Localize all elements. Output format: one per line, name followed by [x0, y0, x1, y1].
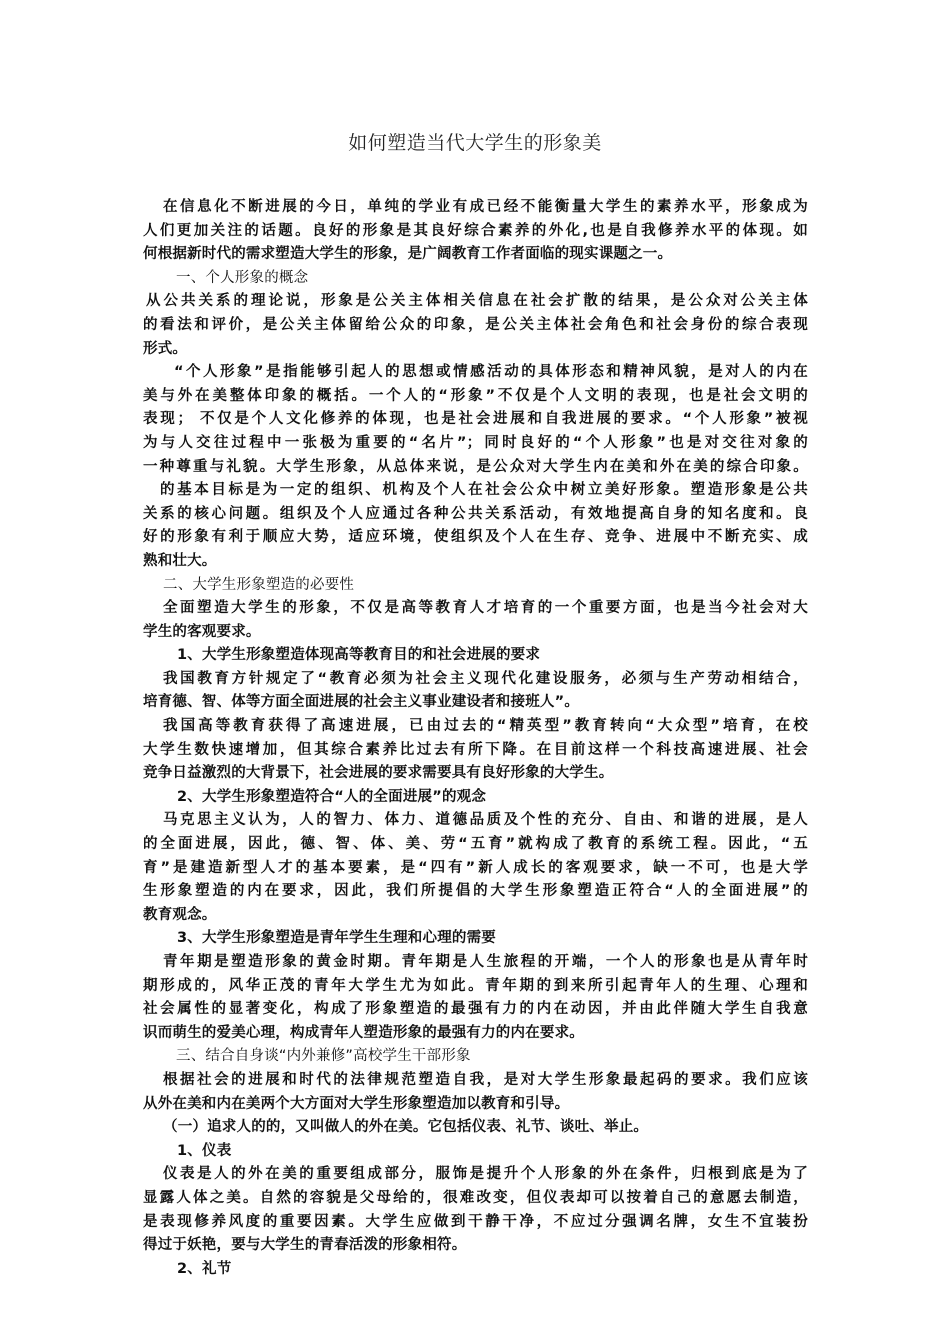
paragraph-line: “个人形象”是指能够引起人的思想或情感活动的具体形态和精神风貌，是对人的内在	[174, 364, 808, 381]
paragraph-line: 美与外在美整体印象的概括。一个人的“形象”不仅是个人文明的表现，也是社会文明的	[143, 387, 808, 404]
paragraph-line: 从公共关系的理论说，形象是公关主体相关信息在社会扩散的结果，是公众对公关主体	[146, 293, 808, 310]
subsection-heading: 1、仪表	[177, 1142, 232, 1159]
section-heading: 二、大学生形象塑造的必要性	[163, 576, 355, 593]
paragraph-line: 学生的客观要求。	[143, 623, 261, 640]
paragraph-line: 人们更加关注的话题。良好的形象是其良好综合素养的外化,也是自我修养水平的体现。如	[143, 222, 808, 239]
paragraph-line: 关系的核心问题。组织及个人应通过各种公共关系活动，有效地提高自身的知名度和。良	[143, 505, 808, 522]
paragraph-line: 培育德、智、体等方面全面进展的社会主义事业建设者和接班人”。	[143, 694, 580, 711]
subsection-heading: 2、大学生形象塑造符合“人的全面进展”的观念	[177, 788, 487, 805]
paragraph-line: 根据社会的进展和时代的法律规范塑造自我，是对大学生形象最起码的要求。我们应该	[163, 1071, 808, 1088]
subsection-heading: 1、大学生形象塑造体现高等教育目的和社会进展的要求	[177, 647, 541, 664]
paragraph-line: 好的形象有利于顺应大势，适应环境，使组织及个人在生存、竞争、进展中不断充实、成	[143, 529, 808, 546]
paragraph-line: 仪表是人的外在美的重要组成部分，服饰是提升个人形象的外在条件，归根到底是为了	[163, 1166, 808, 1183]
document-body	[143, 196, 808, 1281]
subsection-heading: 2、礼节	[177, 1260, 232, 1277]
paragraph-line: 熟和壮大。	[143, 552, 217, 569]
subsection-heading: （一）追求人的的，又叫做人的外在美。它包括仪表、礼节、谈吐、举止。	[163, 1119, 649, 1136]
paragraph-line: 何根据新时代的需求塑造大学生的形象，是广阔教育工作者面临的现实课题之一。	[143, 246, 673, 263]
paragraph-line: 育”是建造新型人才的基本要素，是“四有”新人成长的客观要求，缺一不可，也是大学	[143, 859, 808, 876]
paragraph-line: 表现； 不仅是个人文化修养的体现，也是社会进展和自我进展的要求。“个人形象”被视	[143, 411, 808, 428]
section-heading: 三、结合自身谈“内外兼修”高校学生干部形象	[176, 1048, 471, 1065]
paragraph-line: 教育观念。	[143, 906, 217, 923]
paragraph-line: 我国高等教育获得了高速进展，已由过去的“精英型”教育转向“大众型”培育，在校	[163, 718, 808, 735]
paragraph-line: 识而萌生的爱美心理，构成青年人塑造形象的最强有力的内在要求。	[143, 1024, 584, 1041]
paragraph-line: 生形象塑造的内在要求，因此，我们所提倡的大学生形象塑造正符合“人的全面进展”的	[143, 883, 808, 900]
paragraph-line: 从外在美和内在美两个大方面对大学生形象塑造加以教育和引导。	[143, 1095, 570, 1112]
paragraph-line: 的看法和评价，是公关主体留给公众的印象，是公关主体社会角色和社会身份的综合表现	[143, 316, 808, 333]
paragraph-line: 竞争日益激烈的大背景下，社会进展的要求需要具有良好形象的大学生。	[143, 765, 614, 782]
paragraph-line: 显露人体之美。自然的容貌是父母给的，很难改变，但仪表却可以按着自己的意愿去制造，	[143, 1189, 808, 1206]
paragraph-line: 在信息化不断进展的今日，单纯的学业有成已经不能衡量大学生的素养水平，形象成为	[163, 199, 808, 215]
paragraph-line: 马克思主义认为，人的智力、体力、道德品质及个性的充分、自由、和谐的进展，是人	[163, 812, 808, 829]
subsection-heading: 3、大学生形象塑造是青年学生生理和心理的需要	[177, 930, 496, 947]
paragraph-line: 的基本目标是为一定的组织、机构及个人在社会公众中树立美好形象。塑造形象是公共	[160, 482, 808, 499]
paragraph-line: 为与人交往过程中一张极为重要的“名片”；同时良好的“个人形象”也是对交往对象的	[143, 434, 808, 451]
page-title: 如何塑造当代大学生的形象美	[348, 132, 602, 154]
paragraph-line: 的全面进展，因此，德、智、体、美、劳“五育”就构成了教育的系统工程。因此，“五	[143, 836, 808, 853]
paragraph-line: 大学生数快速增加，但其综合素养比过去有所下降。在目前这样一个科技高速进展、社会	[143, 741, 808, 758]
paragraph-line: 我国教育方针规定了“教育必须为社会主义现代化建设服务，必须与生产劳动相结合，	[163, 670, 808, 687]
paragraph-line: 一种尊重与礼貌。大学生形象，从总体来说，是公众对大学生内在美和外在美的综合印象。	[143, 458, 808, 475]
paragraph-line: 是表现修养风度的重要因素。大学生应做到干静干净，不应过分强调名牌，女生不宜装扮	[143, 1213, 808, 1230]
paragraph-line: 期形成的，风华正茂的青年大学生尤为如此。青年期的到来所引起青年人的生理、心理和	[143, 977, 808, 994]
paragraph-line: 形式。	[143, 340, 188, 357]
paragraph-line: 全面塑造大学生的形象，不仅是高等教育人才培育的一个重要方面，也是当今社会对大	[163, 600, 808, 617]
section-heading: 一、个人形象的概念	[176, 269, 309, 286]
paragraph-line: 社会属性的显著变化，构成了形象塑造的最强有力的内在动因，并由此伴随大学生自我意	[143, 1001, 808, 1018]
paragraph-line: 得过于妖艳，要与大学生的青春活泼的形象相符。	[143, 1237, 467, 1254]
paragraph-line: 青年期是塑造形象的黄金时期。青年期是人生旅程的开端，一个人的形象也是从青年时	[163, 954, 808, 970]
